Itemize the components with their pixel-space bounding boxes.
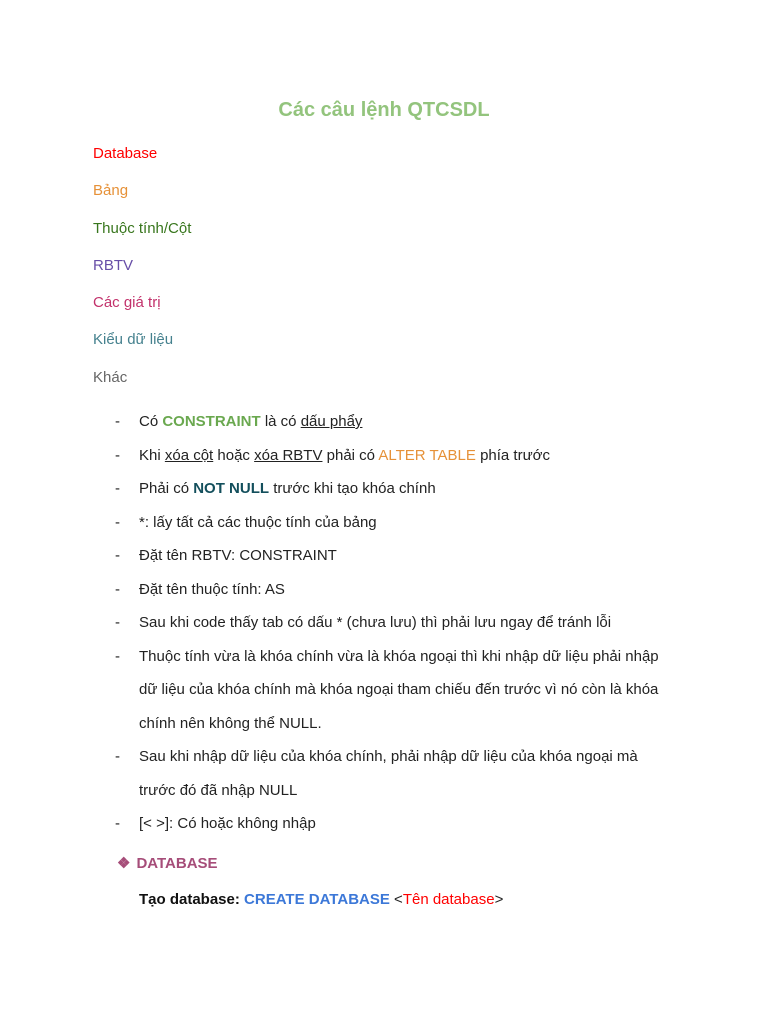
keyword-constraint: CONSTRAINT: [162, 413, 261, 430]
legend-label: Kiểu dữ liệu: [93, 331, 174, 349]
note-text: [< >]: Có hoặc không nhập: [139, 815, 316, 832]
dash-bullet: -: [115, 647, 120, 665]
dash-bullet: -: [115, 480, 120, 497]
legend-item-constraint: [93, 257, 191, 294]
note-text: phía trước: [475, 446, 550, 464]
dash-bullet: -: [115, 547, 120, 564]
list-item: [115, 807, 675, 841]
keyword-alter-table: ALTER TABLE: [378, 446, 476, 464]
legend-label: Bảng: [93, 182, 129, 200]
note-text: trước khi tạo khóa chính: [269, 480, 436, 497]
angle-close: >: [494, 891, 504, 908]
note-text: Đặt tên RBTV: CONSTRAINT: [139, 547, 337, 564]
note-text: Thuộc tính vừa là khóa chính vừa là khóa ngoại thì khi nhập dữ liệu phải nhập dữ liệu của khóa chính mà khóa ngoại tham chiếu đến trước vì nó còn là khóa chính nên không thể NULL.: [139, 647, 659, 732]
legend-item-attribute: [93, 220, 191, 257]
dash-bullet: -: [115, 446, 120, 464]
section-heading-text: DATABASE: [136, 855, 218, 872]
underlined-text: xóa RBTV: [254, 446, 323, 464]
legend-label: Các giá trị: [93, 294, 161, 312]
document-title: Các câu lệnh QTCSDL: [278, 99, 490, 121]
section-heading-database: [117, 854, 218, 872]
create-database-label: Tạo database:: [139, 891, 245, 908]
list-item: [115, 640, 675, 741]
dash-bullet: -: [115, 614, 120, 631]
legend-item-datatype: [93, 331, 191, 368]
diamond-bullet-icon: ❖: [117, 855, 131, 872]
legend-label: Thuộc tính/Cột: [93, 219, 192, 237]
angle-open: <: [389, 891, 403, 908]
dash-bullet: -: [115, 748, 120, 765]
color-legend: [93, 145, 191, 406]
underlined-text: dấu phẩy: [300, 413, 363, 430]
dash-bullet: -: [115, 580, 120, 598]
legend-label: Khác: [93, 368, 128, 386]
list-item: [115, 506, 675, 540]
keyword-not-null: NOT NULL: [193, 480, 270, 497]
note-text: Phải có: [139, 480, 194, 497]
note-text: Đặt tên thuộc tính: AS: [139, 580, 285, 598]
list-item: [115, 405, 675, 439]
note-text: phải có: [322, 446, 379, 464]
list-item: [115, 573, 675, 607]
database-name-placeholder: Tên database: [402, 891, 495, 908]
legend-item-database: [93, 145, 191, 182]
legend-item-other: [93, 369, 191, 406]
legend-label: Database: [93, 145, 158, 162]
create-database-line: [139, 891, 503, 908]
list-item: [115, 539, 675, 573]
note-text: Sau khi nhập dữ liệu của khóa chính, phải nhập dữ liệu của khóa ngoại mà trước đó đã nhập NULL: [139, 748, 638, 799]
keyword-create-database: CREATE DATABASE: [244, 891, 390, 908]
note-text: Khi: [139, 446, 165, 464]
note-text: *: lấy tất cả các thuộc tính của bảng: [139, 513, 377, 531]
underlined-text: xóa cột: [164, 446, 214, 464]
legend-item-table: [93, 182, 191, 219]
notes-list: [115, 405, 675, 841]
legend-item-values: [93, 294, 191, 331]
list-item: [115, 439, 675, 473]
dash-bullet: -: [115, 513, 120, 531]
note-text: Sau khi code thấy tab có dấu * (chưa lưu) thì phải lưu ngay để tránh lỗi: [139, 614, 612, 631]
note-text: là có: [260, 413, 301, 430]
list-item: [115, 740, 675, 807]
dash-bullet: -: [115, 815, 120, 832]
note-text: Có: [139, 413, 163, 430]
legend-label: RBTV: [93, 256, 134, 274]
note-text: hoặc: [213, 446, 255, 464]
list-item: [115, 472, 675, 506]
list-item: [115, 606, 675, 640]
dash-bullet: -: [115, 413, 120, 430]
